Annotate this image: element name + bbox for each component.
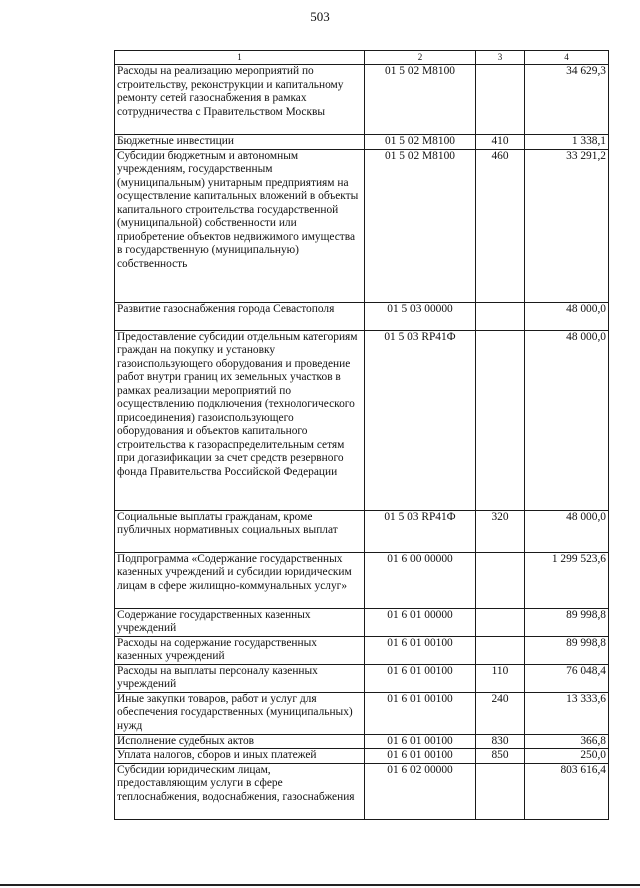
budget-table [114,50,609,820]
row-name: Бюджетные инвестиции [115,135,365,150]
table-row [115,302,609,330]
column-header-amount: 4 [525,51,609,65]
row-amount: 1 299 523,6 [525,552,609,608]
column-header-code: 2 [365,51,476,65]
row-code: 01 6 01 00100 [365,692,476,734]
column-header-expense-type: 3 [476,51,525,65]
row-amount: 89 998,8 [525,608,609,636]
row-amount: 76 048,4 [525,664,609,692]
row-code: 01 6 01 00100 [365,664,476,692]
page-number: 503 [310,9,330,24]
row-name: Социальные выплаты гражданам, кроме публичных нормативных социальных выплат [115,510,365,552]
row-amount: 34 629,3 [525,65,609,135]
row-expense-type [476,302,525,330]
row-amount: 250,0 [525,749,609,764]
row-expense-type [476,330,525,510]
row-name: Расходы на выплаты персоналу казенных учреждений [115,664,365,692]
table-row [115,149,609,302]
table-row [115,734,609,749]
row-name: Исполнение судебных актов [115,734,365,749]
row-code: 01 5 02 M8100 [365,135,476,150]
row-expense-type: 110 [476,664,525,692]
row-code: 01 5 02 M8100 [365,65,476,135]
table-row [115,552,609,608]
row-expense-type: 410 [476,135,525,150]
row-amount: 13 333,6 [525,692,609,734]
row-amount: 48 000,0 [525,510,609,552]
row-expense-type: 830 [476,734,525,749]
row-code: 01 6 02 00000 [365,763,476,819]
row-amount: 1 338,1 [525,135,609,150]
row-name: Подпрограмма «Содержание государственных казенных учреждений и субсидии юридическим лицам в сфере жилищно-коммунальных услуг» [115,552,365,608]
row-amount: 803 616,4 [525,763,609,819]
row-name: Предоставление субсидии отдельным категориям граждан на покупку и установку газоиспользующего оборудования и проведение работ внутри границ их земельных участков в рамках реализации мероприятий по осуществлению подключения (технологического присоединения) газоиспользующего оборудования и объектов капитального строительства к газораспределительным сетям при догазификации за счет средств резервного фонда Правительства Российской Федерации [115,330,365,510]
row-expense-type: 460 [476,149,525,302]
row-expense-type: 320 [476,510,525,552]
row-amount: 48 000,0 [525,330,609,510]
row-code: 01 6 01 00100 [365,749,476,764]
row-code: 01 5 03 00000 [365,302,476,330]
table-row [115,692,609,734]
row-name: Уплата налогов, сборов и иных платежей [115,749,365,764]
table-row [115,510,609,552]
table-header-row [115,51,609,65]
row-code: 01 5 03 RP41Ф [365,510,476,552]
table-row [115,636,609,664]
row-expense-type [476,763,525,819]
row-code: 01 5 03 RP41Ф [365,330,476,510]
row-expense-type [476,552,525,608]
page-bottom-rule [0,884,640,886]
row-code: 01 6 01 00100 [365,734,476,749]
table-row [115,608,609,636]
table-row [115,763,609,819]
row-name: Расходы на содержание государственных казенных учреждений [115,636,365,664]
row-expense-type: 850 [476,749,525,764]
row-amount: 33 291,2 [525,149,609,302]
row-name: Развитие газоснабжения города Севастополя [115,302,365,330]
row-code: 01 6 01 00000 [365,608,476,636]
table-row [115,65,609,135]
row-name: Субсидии бюджетным и автономным учреждениям, государственным (муниципальным) унитарным предприятиям на осуществление капитальных вложений в объекты капитального строительства государственной (муниципальной) собственности или приобретение объектов недвижимого имущества в государственную (муниципальную) собственность [115,149,365,302]
table-row [115,664,609,692]
row-name: Иные закупки товаров, работ и услуг для обеспечения государственных (муниципальных) нужд [115,692,365,734]
row-expense-type [476,636,525,664]
row-code: 01 5 02 M8100 [365,149,476,302]
table-row [115,749,609,764]
row-code: 01 6 00 00000 [365,552,476,608]
row-name: Содержание государственных казенных учреждений [115,608,365,636]
row-expense-type: 240 [476,692,525,734]
row-expense-type [476,65,525,135]
row-code: 01 6 01 00100 [365,636,476,664]
row-name: Субсидии юридическим лицам, предоставляющим услуги в сфере теплоснабжения, водоснабжения, газоснабжения [115,763,365,819]
table-row [115,330,609,510]
row-expense-type [476,608,525,636]
row-name: Расходы на реализацию мероприятий по строительству, реконструкции и капитальному ремонту сетей газоснабжения в рамках сотрудничества с Правительством Москвы [115,65,365,135]
row-amount: 366,8 [525,734,609,749]
column-header-name: 1 [115,51,365,65]
table-row [115,135,609,150]
row-amount: 48 000,0 [525,302,609,330]
row-amount: 89 998,8 [525,636,609,664]
